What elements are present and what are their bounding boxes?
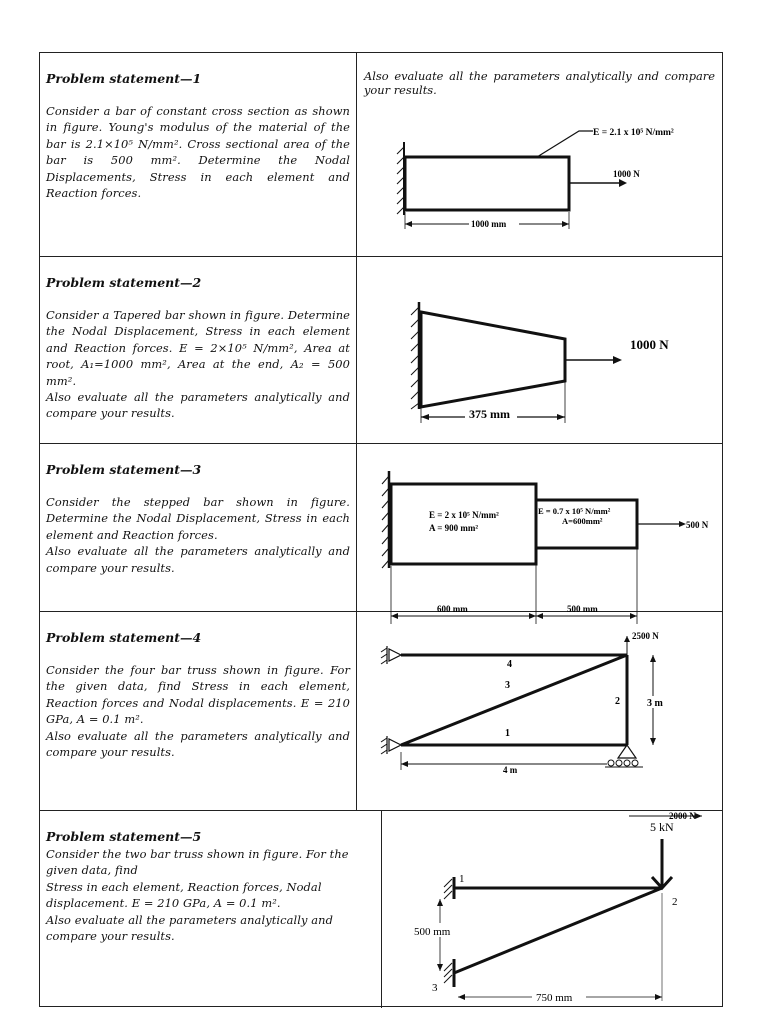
problem-2-text: Consider a Tapered bar shown in figure. Determine the Nodal Displacement, Stress in each element and Reaction forces. E = 2×10⁵ N/mm², Area at root, A₁=1000 mm², Area at the end, A₂ = 500 mm². Also evaluate all the parameters analytically and compare your results. xyxy=(46,308,350,421)
problem-2-figure xyxy=(357,257,722,444)
section-2-area: A=600mm² xyxy=(562,516,603,526)
problem-2-title: Problem statement—2 xyxy=(46,275,202,290)
length-label: 375 mm xyxy=(469,407,510,421)
problem-2-text-cell xyxy=(40,257,357,443)
problem-1-figure xyxy=(357,107,722,257)
problem-4-figure-cell xyxy=(357,612,722,821)
problem-4-text-cell xyxy=(40,612,357,810)
problem-table xyxy=(39,52,723,1007)
problem-3-figure-cell xyxy=(357,444,722,614)
member-3-label: 3 xyxy=(505,680,510,691)
load-label: 1000 N xyxy=(630,337,669,352)
roller-support xyxy=(605,745,643,767)
length-label: 1000 mm xyxy=(471,219,507,229)
problem-row-4 xyxy=(40,612,722,821)
bar xyxy=(405,157,569,210)
modulus-leader xyxy=(537,131,593,157)
problem-4-figure xyxy=(357,612,722,821)
problem-1-note: Also evaluate all the parameters analytically and compare your results. xyxy=(364,69,715,97)
width-label: 4 m xyxy=(503,765,518,775)
problem-row-3 xyxy=(40,444,722,612)
problem-1-text-cell xyxy=(40,53,357,256)
problem-5-text-cell xyxy=(40,811,382,1008)
problem-1-title: Problem statement—1 xyxy=(46,71,202,86)
load-label: 500 N xyxy=(686,520,709,530)
problem-5-text: Consider the two bar truss shown in figure. For the given data, find Stress in each element, Reaction forces, Nodal displacement. E = 210 GPa, A = 0.1 m². Also evaluate all the parameters analytically and compare your results. xyxy=(46,847,349,944)
problem-4-title: Problem statement—4 xyxy=(46,630,202,645)
member-3 xyxy=(401,655,627,745)
vertical-load-label: 2500 N xyxy=(632,631,659,641)
width-label: 750 mm xyxy=(536,992,573,1004)
member-1-label: 1 xyxy=(505,728,510,739)
problem-1-text: Consider a bar of constant cross section as shown in figure. Young's modulus of the material of the bar is 2.1×10⁵ N/mm². Cross sectional area of the bar is 500 mm². Determine the Nodal Displacements, Stress in each element and Reaction forces. xyxy=(46,104,350,201)
tapered-bar xyxy=(421,312,565,407)
load-label: 1000 N xyxy=(613,169,640,179)
problem-row-1 xyxy=(40,53,722,257)
problem-3-figure xyxy=(357,444,722,612)
member-4-label: 4 xyxy=(507,659,512,670)
section-2-modulus: E = 0.7 x 10⁵ N/mm² xyxy=(538,506,611,516)
horizontal-load-label: 2000 N xyxy=(669,811,696,821)
member-2-label: 2 xyxy=(615,696,620,707)
length-2-label: 500 mm xyxy=(567,604,598,614)
section-1-area: A = 900 mm² xyxy=(429,523,479,533)
length-1-label: 600 mm xyxy=(437,604,468,614)
problem-3-text: Consider the stepped bar shown in figure. Determine the Nodal Displacement, Stress in each element and Reaction forces. Also evaluate all the parameters analytically and compare your results. xyxy=(46,495,350,575)
problem-3-text-cell xyxy=(40,444,357,611)
section-1-modulus: E = 2 x 10⁵ N/mm² xyxy=(429,510,499,520)
problem-row-5 xyxy=(40,811,722,1008)
node-3-label: 3 xyxy=(432,982,438,994)
problem-5-title: Problem statement—5 xyxy=(46,829,202,844)
member-3-2 xyxy=(454,888,662,973)
height-label: 3 m xyxy=(647,698,663,709)
problem-3-title: Problem statement—3 xyxy=(46,462,202,477)
node-1-label: 1 xyxy=(459,873,465,885)
problem-1-figure-cell xyxy=(357,53,722,256)
pin-support-bottom xyxy=(381,736,401,754)
pin-support-top xyxy=(381,646,401,664)
load-label: 5 kN xyxy=(650,820,674,834)
height-label: 500 mm xyxy=(414,926,451,938)
problem-row-2 xyxy=(40,257,722,444)
problem-5-figure-cell xyxy=(382,811,722,1008)
problem-4-text: Consider the four bar truss shown in figure. For the given data, find Stress in each element, Reaction forces and Nodal displacements. E = 210 GPa, A = 0.1 m². Also evaluate all the parameters analytically and compare your results. xyxy=(46,663,350,760)
modulus-label: E = 2.1 x 10⁵ N/mm² xyxy=(593,128,674,138)
node-2-label: 2 xyxy=(672,896,678,908)
problem-5-figure xyxy=(382,811,722,1008)
problem-2-figure-cell xyxy=(357,257,722,443)
